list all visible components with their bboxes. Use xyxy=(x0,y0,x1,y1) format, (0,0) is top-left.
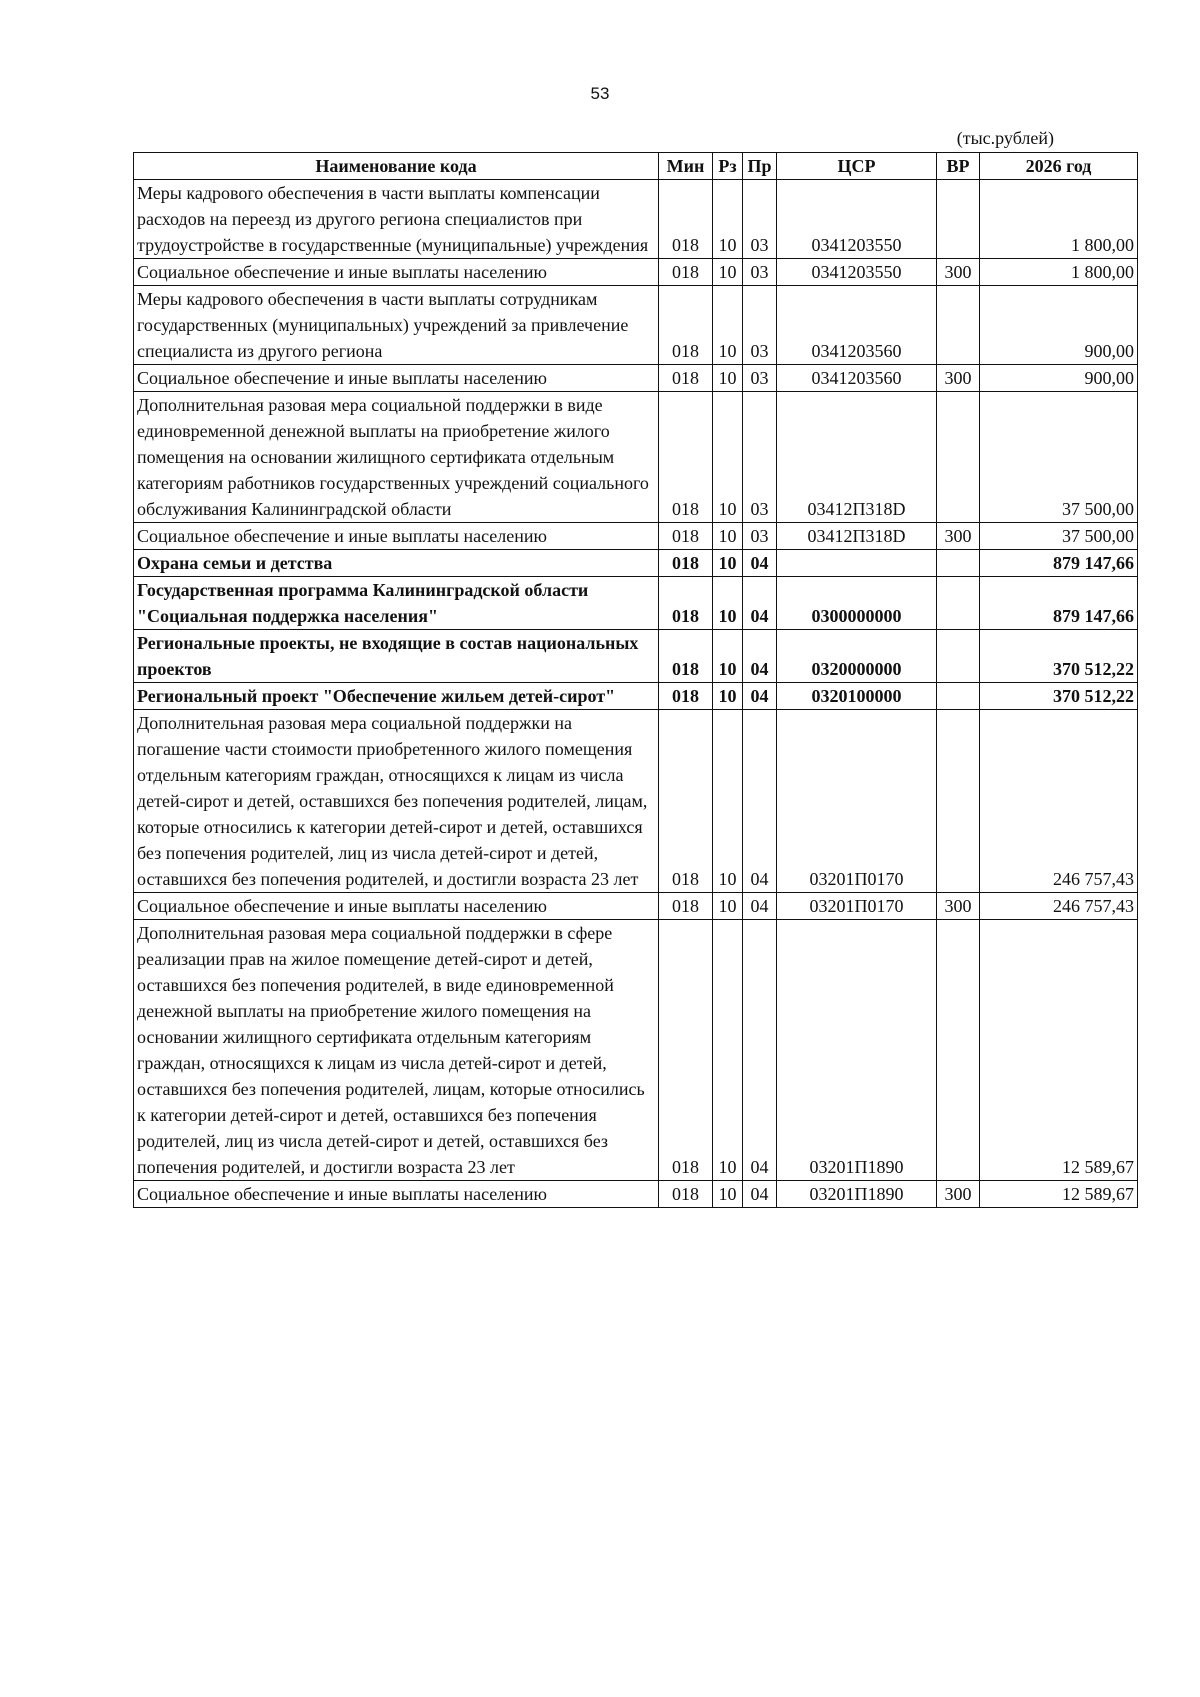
row-rz: 10 xyxy=(713,180,743,259)
table-row xyxy=(134,286,1138,365)
table-row xyxy=(134,920,1138,1181)
row-name: Региональные проекты, не входящие в состав национальных проектов xyxy=(134,630,659,683)
row-vr xyxy=(937,710,980,893)
row-rz: 10 xyxy=(713,920,743,1181)
table-row xyxy=(134,683,1138,710)
table-row xyxy=(134,893,1138,920)
row-csr: 0320000000 xyxy=(777,630,937,683)
row-pr: 04 xyxy=(743,550,777,577)
row-rz: 10 xyxy=(713,1181,743,1208)
row-sum: 900,00 xyxy=(980,286,1138,365)
row-sum: 900,00 xyxy=(980,365,1138,392)
row-name: Дополнительная разовая мера социальной поддержки в виде единовременной денежной выплаты на приобретение жилого помещения на основании жилищного сертификата отдельным категориям работников государственных учреждений социального обслуживания Калининградской области xyxy=(134,392,659,523)
table-row xyxy=(134,523,1138,550)
row-vr xyxy=(937,180,980,259)
row-sum: 246 757,43 xyxy=(980,710,1138,893)
row-name: Социальное обеспечение и иные выплаты населению xyxy=(134,365,659,392)
row-pr: 04 xyxy=(743,630,777,683)
row-csr: 0341203550 xyxy=(777,259,937,286)
header-min: Мин xyxy=(659,153,713,180)
row-name: Социальное обеспечение и иные выплаты населению xyxy=(134,1181,659,1208)
row-min: 018 xyxy=(659,365,713,392)
table-row xyxy=(134,259,1138,286)
row-pr: 04 xyxy=(743,1181,777,1208)
row-csr: 0320100000 xyxy=(777,683,937,710)
row-min: 018 xyxy=(659,710,713,893)
table-row xyxy=(134,630,1138,683)
table-row xyxy=(134,365,1138,392)
row-rz: 10 xyxy=(713,259,743,286)
row-pr: 03 xyxy=(743,286,777,365)
row-pr: 03 xyxy=(743,180,777,259)
row-pr: 03 xyxy=(743,392,777,523)
table-row xyxy=(134,392,1138,523)
row-sum: 1 800,00 xyxy=(980,259,1138,286)
header-csr: ЦСР xyxy=(777,153,937,180)
row-name: Меры кадрового обеспечения в части выплаты сотрудникам государственных (муниципальных) учреждений за привлечение специалиста из другого региона xyxy=(134,286,659,365)
row-rz: 10 xyxy=(713,523,743,550)
row-rz: 10 xyxy=(713,577,743,630)
row-vr xyxy=(937,630,980,683)
row-sum: 1 800,00 xyxy=(980,180,1138,259)
row-min: 018 xyxy=(659,392,713,523)
row-vr xyxy=(937,683,980,710)
row-sum: 370 512,22 xyxy=(980,630,1138,683)
header-rz: Рз xyxy=(713,153,743,180)
row-vr: 300 xyxy=(937,523,980,550)
row-vr: 300 xyxy=(937,893,980,920)
row-name: Дополнительная разовая мера социальной поддержки в сфере реализации прав на жилое помещение детей-сирот и детей, оставшихся без попечения родителей, в виде единовременной денежной выплаты на приобретение жилого помещения на основании жилищного сертификата отдельным категориям граждан, относящихся к лицам из числа детей-сирот и детей, оставшихся без попечения родителей, лицам, которые относились к категории детей-сирот и детей, оставшихся без попечения родителей, лиц из числа детей-сирот и детей, оставшихся без попечения родителей, и достигли возраста 23 лет xyxy=(134,920,659,1181)
table-row xyxy=(134,577,1138,630)
page-number: 53 xyxy=(590,84,610,103)
row-csr: 03412П318D xyxy=(777,392,937,523)
row-name: Охрана семьи и детства xyxy=(134,550,659,577)
row-vr xyxy=(937,286,980,365)
row-csr: 03201П0170 xyxy=(777,893,937,920)
row-pr: 04 xyxy=(743,893,777,920)
header-year: 2026 год xyxy=(980,153,1138,180)
row-pr: 04 xyxy=(743,710,777,893)
table-row xyxy=(134,710,1138,893)
row-sum: 12 589,67 xyxy=(980,920,1138,1181)
row-rz: 10 xyxy=(713,392,743,523)
row-name: Социальное обеспечение и иные выплаты населению xyxy=(134,259,659,286)
table-header-row xyxy=(134,153,1138,180)
row-name: Дополнительная разовая мера социальной поддержки на погашение части стоимости приобретенного жилого помещения отдельным категориям граждан, относящихся к лицам из числа детей-сирот и детей, оставшихся без попечения родителей, лицам, которые относились к категории детей-сирот и детей, оставшихся без попечения родителей, лиц из числа детей-сирот и детей, оставшихся без попечения родителей, и достигли возраста 23 лет xyxy=(134,710,659,893)
row-pr: 04 xyxy=(743,577,777,630)
row-min: 018 xyxy=(659,893,713,920)
row-csr: 03201П1890 xyxy=(777,1181,937,1208)
units-label: (тыс.рублей) xyxy=(956,128,1054,148)
table-row xyxy=(134,1181,1138,1208)
table-row xyxy=(134,550,1138,577)
row-pr: 04 xyxy=(743,920,777,1181)
row-name: Меры кадрового обеспечения в части выплаты компенсации расходов на переезд из другого региона специалистов при трудоустройстве в государственные (муниципальные) учреждения xyxy=(134,180,659,259)
row-rz: 10 xyxy=(713,710,743,893)
row-csr: 0341203560 xyxy=(777,365,937,392)
row-pr: 03 xyxy=(743,523,777,550)
row-sum: 879 147,66 xyxy=(980,550,1138,577)
row-name: Региональный проект "Обеспечение жильем детей-сирот" xyxy=(134,683,659,710)
row-min: 018 xyxy=(659,1181,713,1208)
header-pr: Пр xyxy=(743,153,777,180)
row-sum: 37 500,00 xyxy=(980,392,1138,523)
row-csr: 0341203550 xyxy=(777,180,937,259)
row-vr xyxy=(937,392,980,523)
row-min: 018 xyxy=(659,683,713,710)
budget-table xyxy=(133,152,1138,1208)
row-csr: 0300000000 xyxy=(777,577,937,630)
row-min: 018 xyxy=(659,523,713,550)
row-vr xyxy=(937,550,980,577)
row-sum: 246 757,43 xyxy=(980,893,1138,920)
row-pr: 03 xyxy=(743,259,777,286)
row-rz: 10 xyxy=(713,286,743,365)
row-sum: 37 500,00 xyxy=(980,523,1138,550)
row-rz: 10 xyxy=(713,365,743,392)
row-vr xyxy=(937,920,980,1181)
table-row xyxy=(134,180,1138,259)
row-sum: 12 589,67 xyxy=(980,1181,1138,1208)
row-vr: 300 xyxy=(937,365,980,392)
row-csr xyxy=(777,550,937,577)
row-min: 018 xyxy=(659,920,713,1181)
row-csr: 03201П0170 xyxy=(777,710,937,893)
row-pr: 04 xyxy=(743,683,777,710)
row-vr: 300 xyxy=(937,259,980,286)
row-rz: 10 xyxy=(713,550,743,577)
row-rz: 10 xyxy=(713,893,743,920)
row-rz: 10 xyxy=(713,683,743,710)
row-pr: 03 xyxy=(743,365,777,392)
row-min: 018 xyxy=(659,550,713,577)
row-name: Социальное обеспечение и иные выплаты населению xyxy=(134,893,659,920)
header-name: Наименование кода xyxy=(134,153,659,180)
row-min: 018 xyxy=(659,577,713,630)
row-min: 018 xyxy=(659,180,713,259)
row-min: 018 xyxy=(659,286,713,365)
row-min: 018 xyxy=(659,259,713,286)
row-rz: 10 xyxy=(713,630,743,683)
row-vr: 300 xyxy=(937,1181,980,1208)
row-name: Государственная программа Калининградской области "Социальная поддержка населения" xyxy=(134,577,659,630)
row-sum: 879 147,66 xyxy=(980,577,1138,630)
row-min: 018 xyxy=(659,630,713,683)
row-sum: 370 512,22 xyxy=(980,683,1138,710)
row-csr: 03412П318D xyxy=(777,523,937,550)
header-vr: ВР xyxy=(937,153,980,180)
row-vr xyxy=(937,577,980,630)
row-name: Социальное обеспечение и иные выплаты населению xyxy=(134,523,659,550)
row-csr: 03201П1890 xyxy=(777,920,937,1181)
row-csr: 0341203560 xyxy=(777,286,937,365)
